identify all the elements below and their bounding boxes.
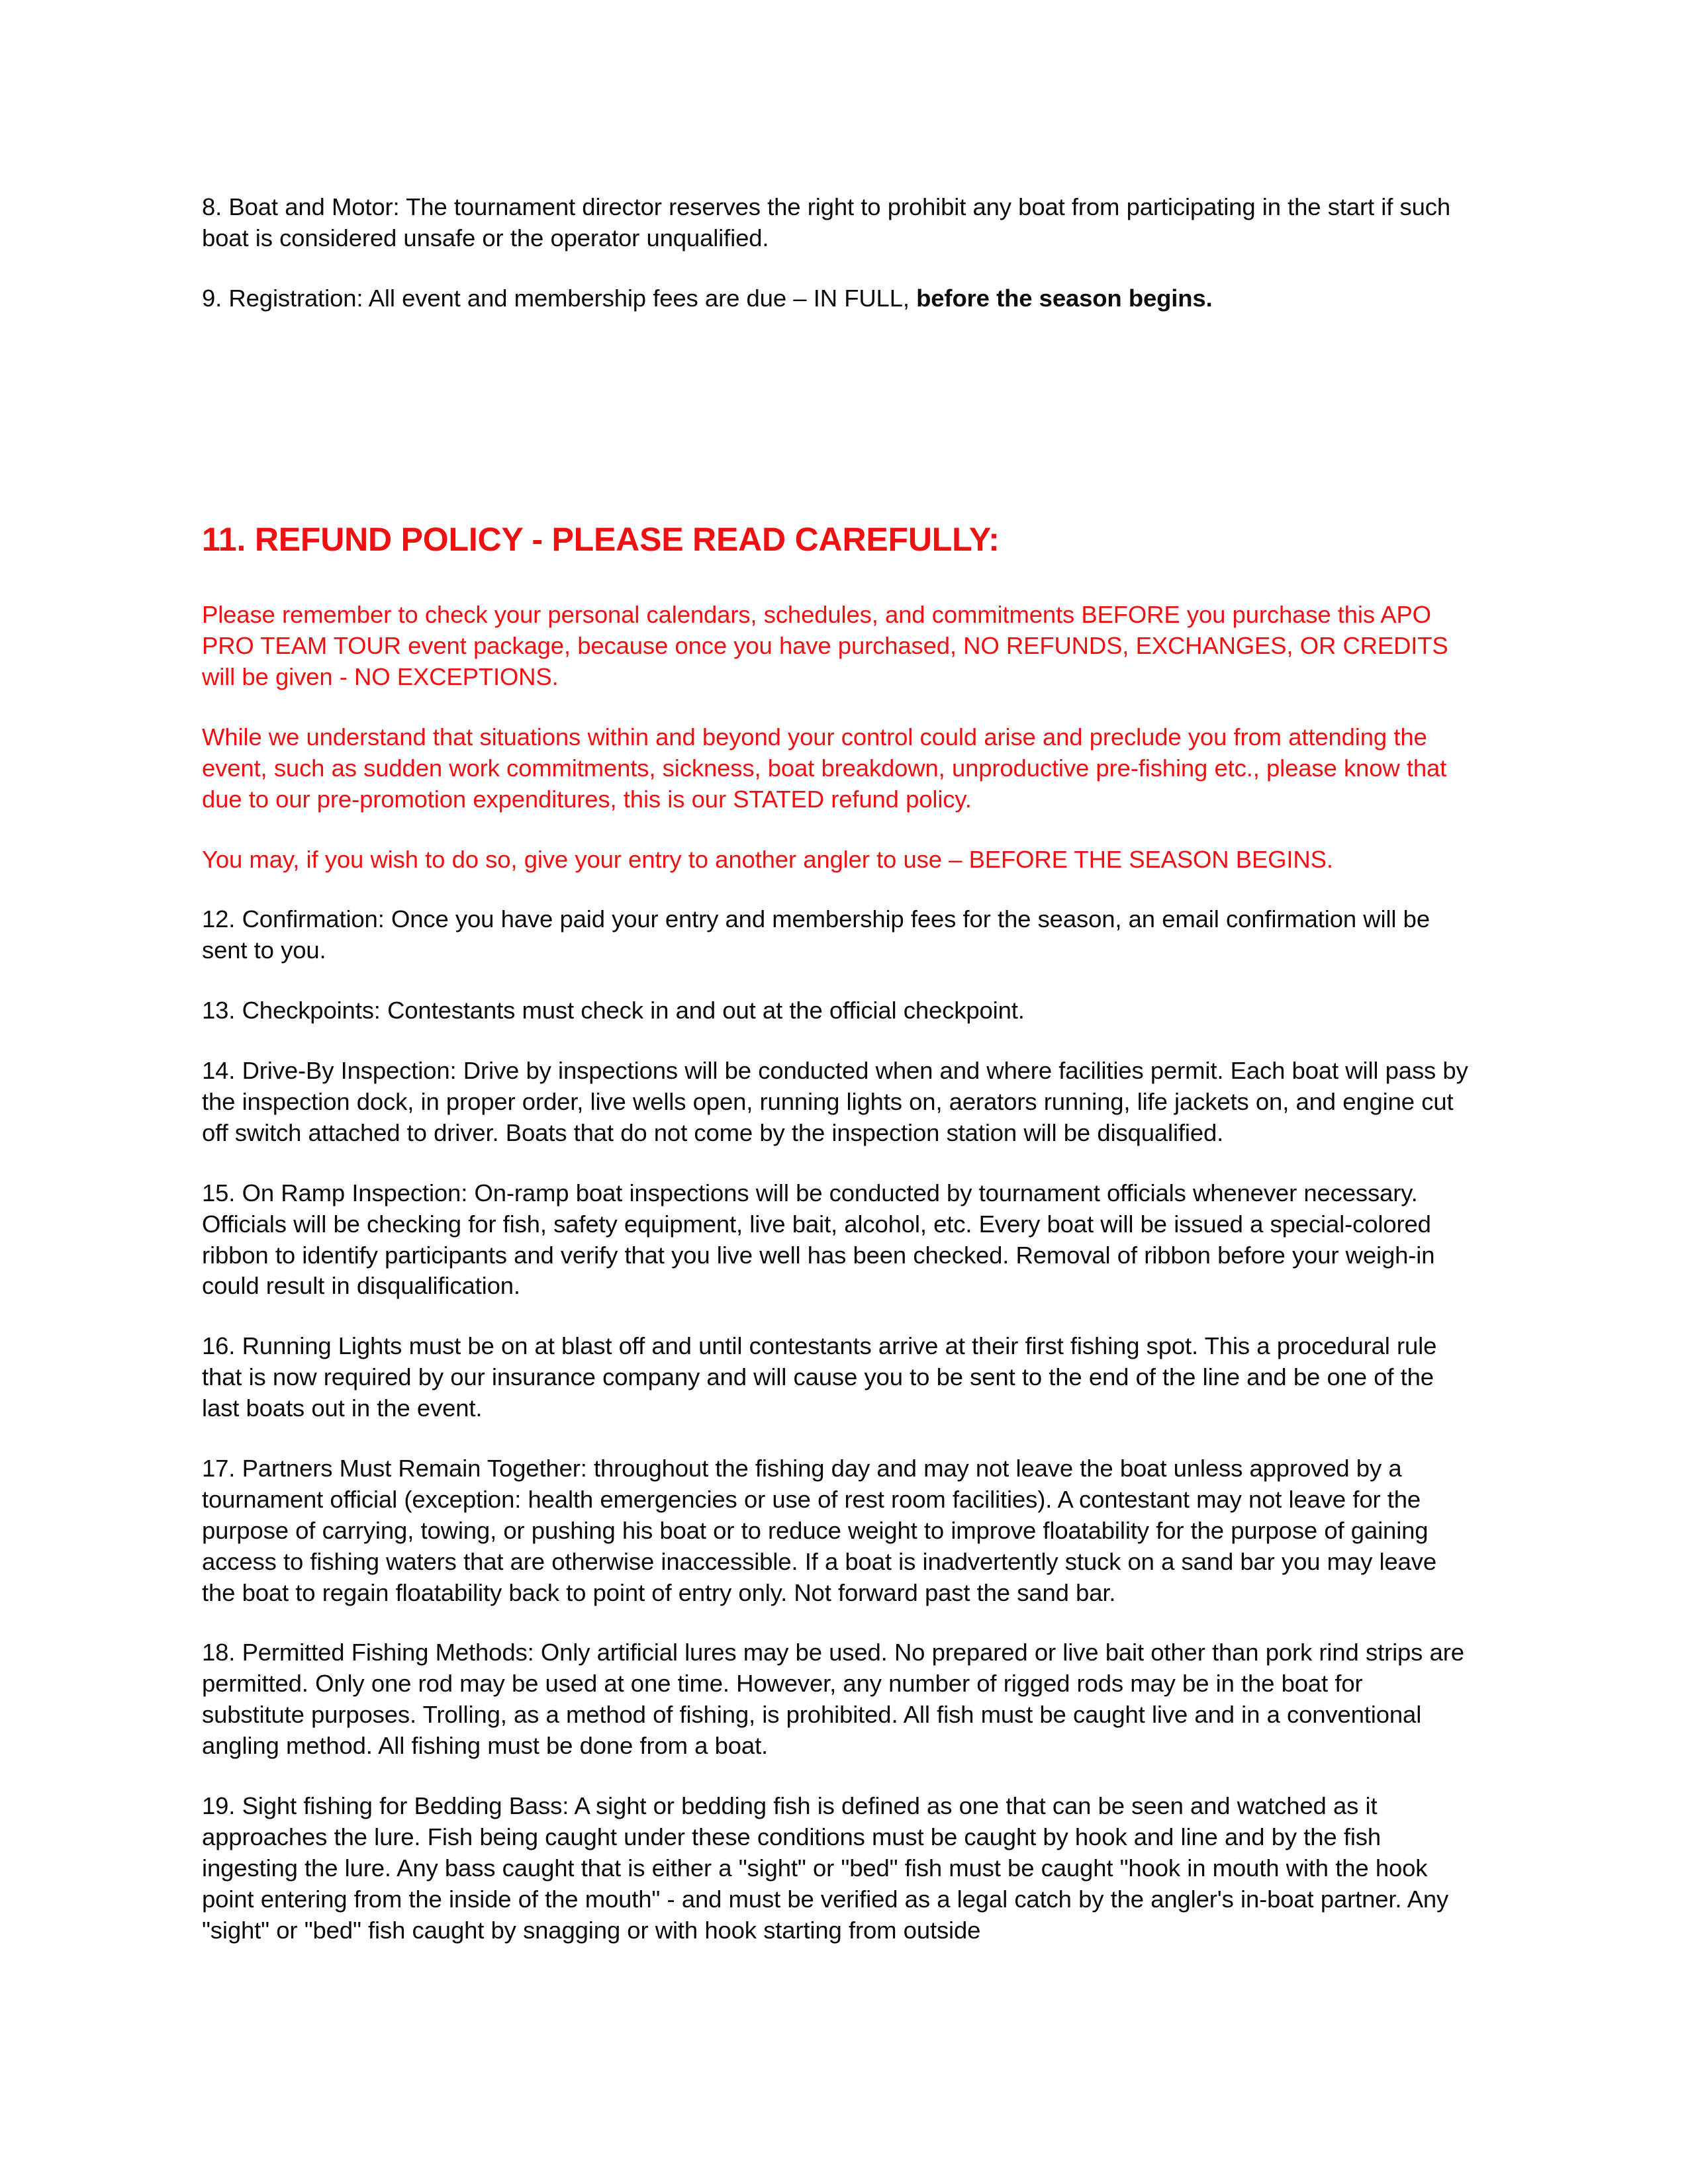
- rule-16-paragraph: 16. Running Lights must be on at blast off and until contestants arrive at their first fishing spot. This a procedural rule that is now required by our insurance company and will cause you to be sent to the end of the line and be one of the last boats out in the event.: [202, 1332, 1437, 1422]
- section-spacer: [202, 343, 1470, 521]
- rule-9-text: 9. Registration: All event and membership fees are due – IN FULL,: [202, 284, 917, 312]
- refund-paragraph-3: You may, if you wish to do so, give your entry to another angler to use – BEFORE THE SEASON BEGINS.: [202, 845, 1333, 873]
- rule-12-paragraph: 12. Confirmation: Once you have paid your entry and membership fees for the season, an email confirmation will be sent to you.: [202, 905, 1430, 964]
- document-body: [202, 192, 1470, 1975]
- rule-8-paragraph: 8. Boat and Motor: The tournament director reserves the right to prohibit any boat from participating in the start if such boat is considered unsafe or the operator unqualified.: [202, 193, 1451, 251]
- rule-15-paragraph: 15. On Ramp Inspection: On-ramp boat inspections will be conducted by tournament officials whenever necessary. Officials will be checking for fish, safety equipment, live bait, alcohol, etc. Every boat will be issued a special-colored ribbon to identify participants and verify that you live well has been checked. Removal of ribbon before your weigh-in could result in disqualification.: [202, 1179, 1435, 1300]
- rule-17-paragraph: 17. Partners Must Remain Together: throughout the fishing day and may not leave the boat unless approved by a tournament official (exception: health emergencies or use of rest room facilities). A contestant may not leave for the purpose of carrying, towing, or pushing his boat or to reduce weight to improve floatability for the purpose of gaining access to fishing waters that are otherwise inaccessible. If a boat is inadvertently stuck on a sand bar you may leave the boat to regain floatability back to point of entry only. Not forward past the sand bar.: [202, 1454, 1436, 1606]
- refund-paragraph-2: While we understand that situations within and beyond your control could arise and preclude you from attending the event, such as sudden work commitments, sickness, boat breakdown, unproductive pre-fishing etc., please know that due to our pre-promotion expenditures, this is our STATED refund policy.: [202, 723, 1447, 813]
- rule-9-paragraph: [202, 283, 1470, 314]
- rule-9-emphasis: before the season begins.: [916, 284, 1213, 312]
- rule-14-paragraph: 14. Drive-By Inspection: Drive by inspections will be conducted when and where facilities permit. Each boat will pass by the inspection dock, in proper order, live wells open, running lights on, aerators running, life jackets on, and engine cut off switch attached to driver. Boats that do not come by the inspection station will be disqualified.: [202, 1057, 1468, 1146]
- rule-19-paragraph: 19. Sight fishing for Bedding Bass: A sight or bedding fish is defined as one that can be seen and watched as it approaches the lure. Fish being caught under these conditions must be caught by hook and line and by the fish ingesting the lure. Any bass caught that is either a "sight" or "bed" fish must be caught "hook in mouth with the hook point entering from the inside of the mouth" - and must be verified as a legal catch by the angler's in-boat partner. Any "sight" or "bed" fish caught by snagging or with hook starting from outside: [202, 1792, 1449, 1944]
- rule-18-paragraph: 18. Permitted Fishing Methods: Only artificial lures may be used. No prepared or live bait other than pork rind strips are permitted. Only one rod may be used at one time. However, any number of rigged rods may be in the boat for substitute purposes. Trolling, as a method of fishing, is prohibited. All fish must be caught live and in a conventional angling method. All fishing must be done from a boat.: [202, 1639, 1464, 1760]
- refund-paragraph-1: Please remember to check your personal calendars, schedules, and commitments BEFORE you purchase this APO PRO TEAM TOUR event package, because once you have purchased, NO REFUNDS, EXCHANGES, OR CREDITS will be given - NO EXCEPTIONS.: [202, 601, 1448, 690]
- section-11-heading: 11. REFUND POLICY - PLEASE READ CAREFULLY:: [202, 520, 1000, 558]
- rule-13-paragraph: 13. Checkpoints: Contestants must check in and out at the official checkpoint.: [202, 997, 1025, 1024]
